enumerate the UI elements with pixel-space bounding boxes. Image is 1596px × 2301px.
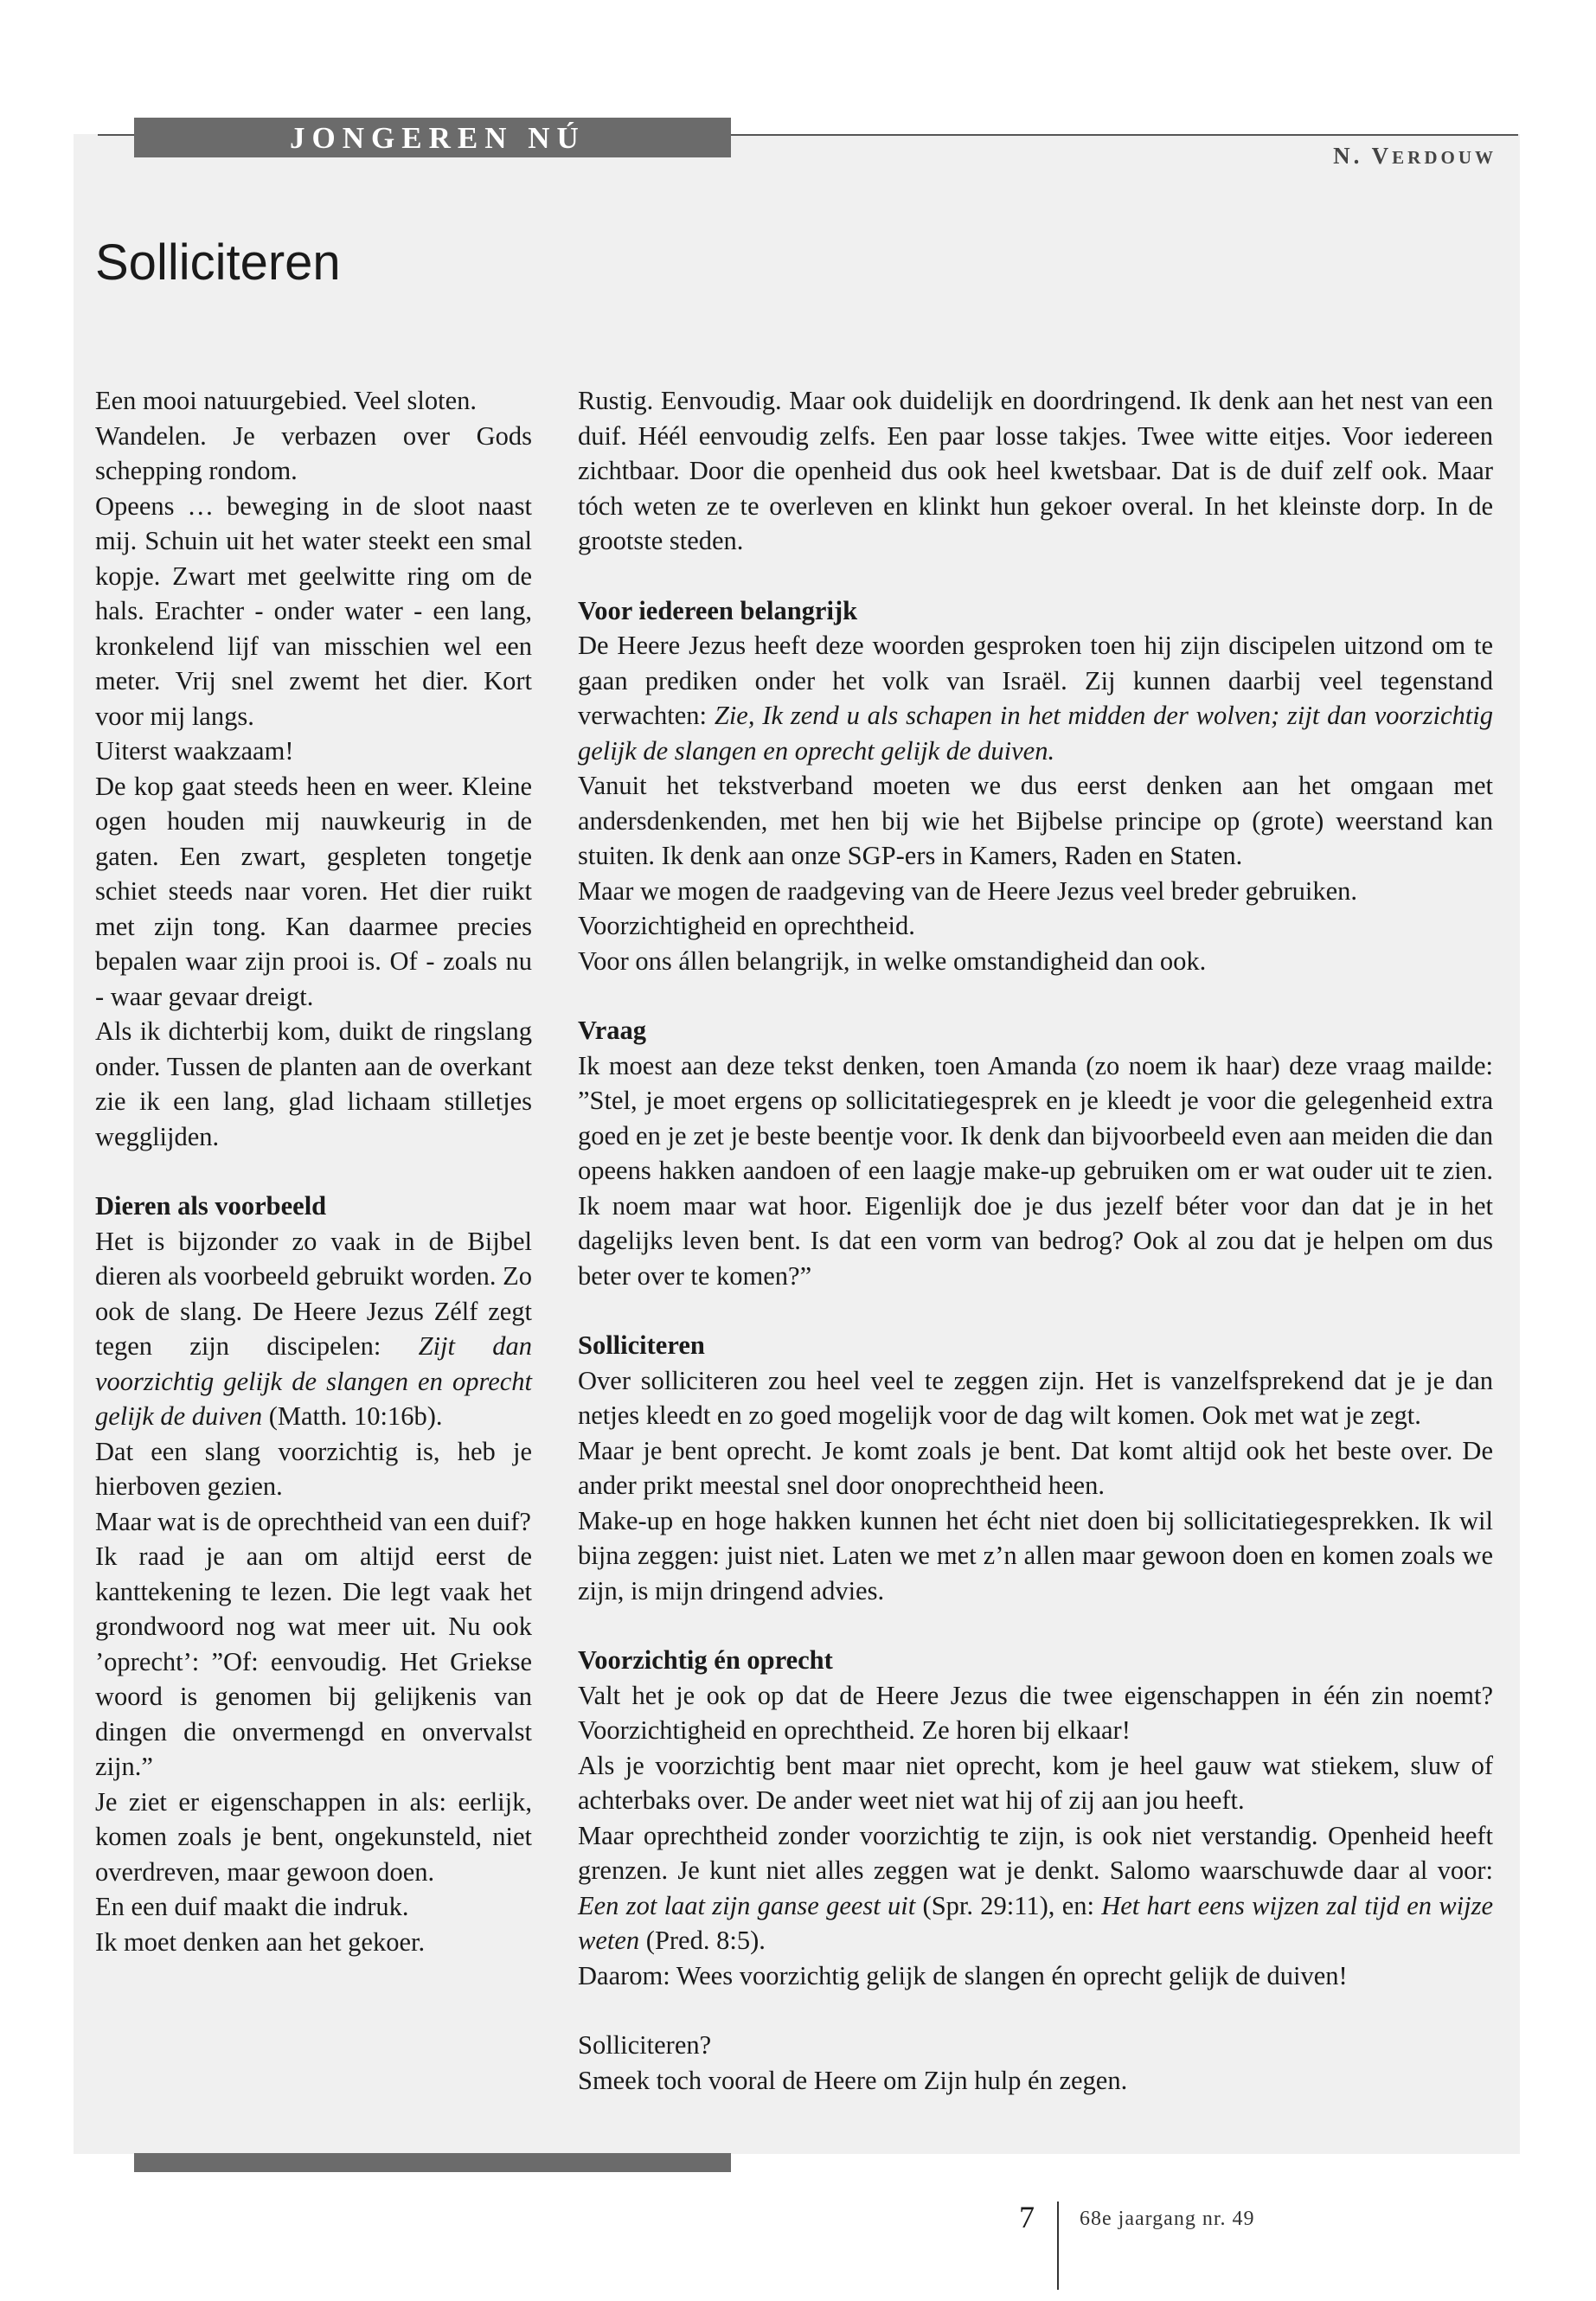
paragraph: Een mooi natuurgebied. Veel sloten. bbox=[95, 386, 478, 415]
quote-italic: Het hart eens wijzen zal tijd en wijze weten bbox=[578, 1890, 1493, 1955]
footer-divider bbox=[1057, 2202, 1059, 2290]
paragraph: Maar je bent oprecht. Je komt zoals je bent. Dat komt altijd ook het beste over. De ander prikt meestal snel door onoprechtheid heen. bbox=[578, 1435, 1493, 1500]
paragraph: Wandelen. Je verbazen over Gods schepping rondom. bbox=[95, 420, 532, 485]
author-surname: ERDOUW bbox=[1392, 147, 1497, 168]
paragraph bbox=[578, 1818, 1493, 1958]
quote-italic: Een zot laat zijn ganse geest uit bbox=[578, 1890, 916, 1920]
paragraph: Maar wat is de oprechtheid van een duif? bbox=[95, 1506, 531, 1536]
paragraph: Daarom: Wees voorzichtig gelijk de slangen én oprecht gelijk de duiven! bbox=[578, 1960, 1348, 1990]
paragraph: En een duif maakt die indruk. bbox=[95, 1892, 409, 1921]
paragraph: Je ziet er eigenschappen in als: eerlijk, komen zoals je bent, ongekunsteld, niet overdreven, maar gewoon doen. bbox=[95, 1786, 532, 1887]
text-run: (Matth. 10:16b). bbox=[262, 1401, 443, 1431]
paragraph bbox=[95, 1224, 532, 1434]
paragraph: Ik moet denken aan het gekoer. bbox=[95, 1926, 426, 1957]
paragraph: Als je voorzichtig bent maar niet oprecht, kom je heel gauw wat stiekem, sluw of achterbaks over. De ander weet niet wat hij of zij aan jou heeft. bbox=[578, 1750, 1493, 1815]
subheading: Voorzichtig én oprecht bbox=[578, 1645, 833, 1675]
article-title: Solliciteren bbox=[95, 234, 341, 291]
author-name bbox=[1333, 143, 1497, 170]
paragraph: Als ik dichterbij kom, duikt de ringslang onder. Tussen de planten aan de overkant zie ik een lang, glad lichaam stilletjes wegglijden. bbox=[95, 1016, 532, 1151]
left-column bbox=[95, 383, 532, 1959]
subheading: Dieren als voorbeeld bbox=[95, 1191, 327, 1221]
paragraph: Over solliciteren zou heel veel te zeggen zijn. Het is vanzelfsprekend dat je je dan netjes kleedt en zo goed mogelijk voor de dag wilt komen. Ook met wat je zegt. bbox=[578, 1365, 1493, 1430]
paragraph: Ik moest aan deze tekst denken, toen Amanda (zo noem ik haar) deze vraag mailde: ”Stel, je moet ergens op sollicitatiegesprek en je kleedt je voor die gelegenheid extra goed en je zet je beste beentje voor. Ik denk dan bijvoorbeeld even aan meiden die dan opeens hakken aandoen of een laagje make-up gebruiken om er wat ouder uit te zien. Ik noem maar wat hoor. Eigenlijk doe je dus jezelf béter voor dan dat je in het dagelijks leven bent. Is dat een vorm van bedrog? Ook al zou dat je helpen om dus beter over te komen?” bbox=[578, 1050, 1493, 1291]
paragraph: Vanuit het tekstverband moeten we dus eerst denken aan het omgaan met andersdenkenden, met hen bij wie het Bijbelse principe op (grote) weerstand kan stuiten. Ik denk aan onze SGP-ers in Kamers, Raden en Staten. bbox=[578, 771, 1493, 870]
paragraph bbox=[578, 628, 1493, 768]
subheading: Vraag bbox=[578, 1016, 647, 1045]
paragraph: Opeens … beweging in de sloot naast mij. Schuin uit het water steekt een smal kopje. Zwart met geelwitte ring om de hals. Erachter - onder water - een lang, kronkelend lijf van misschien wel een meter. Vrij snel zwemt het dier. Kort voor mij langs. bbox=[95, 490, 532, 731]
text-run: Het is bijzonder zo vaak in de Bijbel dieren als voorbeeld gebruikt worden. Zo ook de slang. De Heere Jezus Zélf zegt tegen zijn discipelen: bbox=[95, 1226, 532, 1361]
paragraph: Make-up en hoge hakken kunnen het écht niet doen bij sollicitatiegesprekken. Ik wil bijna zeggen: juist niet. Laten we met z’n allen maar gewoon doen en komen zoals we zijn, is mijn dringend advies. bbox=[578, 1505, 1493, 1606]
issue-info: 68e jaargang nr. 49 bbox=[1080, 2208, 1255, 2230]
paragraph: Dat een slang voorzichtig is, heb je hierboven gezien. bbox=[95, 1436, 532, 1501]
paragraph: Voor ons állen belangrijk, in welke omstandigheid dan ook. bbox=[578, 945, 1207, 976]
subheading: Solliciteren bbox=[578, 1330, 705, 1360]
footer-bar bbox=[134, 2153, 731, 2172]
paragraph: Smeek toch vooral de Heere om Zijn hulp én zegen. bbox=[578, 2065, 1128, 2095]
text-run: Maar oprechtheid zonder voorzichtig te zijn, is ook niet verstandig. Openheid heeft grenzen. Je kunt niet alles zeggen wat je denkt. Salomo waarschuwde daar al voor: bbox=[578, 1820, 1493, 1885]
author-initial: N. V bbox=[1333, 143, 1393, 169]
right-column bbox=[578, 383, 1493, 2098]
paragraph: Ik raad je aan om altijd eerst de kanttekening te lezen. Die legt vaak het grondwoord nog wat meer uit. Nu ook ’oprecht’: ”Of: eenvoudig. Het Griekse woord is genomen bij gelijkenis van dingen die onvermengd en onvervalst zijn.” bbox=[95, 1541, 532, 1781]
text-run: De Heere Jezus heeft deze woorden gesproken toen hij zijn discipelen uitzond om te gaan prediken onder het volk van Israël. Zij kunnen daarbij veel tegenstand verwachten: bbox=[578, 631, 1493, 730]
paragraph: Rustig. Eenvoudig. Maar ook duidelijk en doordringend. Ik denk aan het nest van een duif. Héél eenvoudig zelfs. Een paar losse takjes. Twee witte eitjes. Voor iedereen zichtbaar. Door die openheid dus ook heel kwetsbaar. Dat is de duif zelf ook. Maar tóch weten ze te overleven en klinkt hun gekoer overal. In het kleinste dorp. In de grootste steden. bbox=[578, 386, 1493, 555]
paragraph: Voorzichtigheid en oprechtheid. bbox=[578, 911, 915, 940]
quote-italic: Zijt dan voorzichtig gelijk de slangen en oprecht gelijk de duiven bbox=[95, 1331, 532, 1431]
section-label: JONGEREN NÚ bbox=[290, 121, 586, 155]
paragraph: Uiterst waakzaam! bbox=[95, 736, 294, 766]
paragraph: Solliciteren? bbox=[578, 2030, 712, 2060]
page-number: 7 bbox=[1019, 2200, 1035, 2234]
text-run: (Spr. 29:11), en: bbox=[915, 1890, 1102, 1920]
paragraph: Maar we mogen de raadgeving van de Heere Jezus veel breder gebruiken. bbox=[578, 875, 1358, 906]
paragraph: Valt het je ook op dat de Heere Jezus die twee eigenschappen in één zin noemt? Voorzichtigheid en oprechtheid. Ze horen bij elkaar! bbox=[578, 1680, 1493, 1745]
paragraph: De kop gaat steeds heen en weer. Kleine ogen houden mij nauwkeurig in de gaten. Een zwart, gespleten tongetje schiet steeds naar voren. Het dier ruikt met zijn tong. Kan daarmee precies bepalen waar zijn prooi is. Of - zoals nu - waar gevaar dreigt. bbox=[95, 771, 532, 1011]
subheading: Voor iedereen belangrijk bbox=[578, 595, 858, 625]
text-run: (Pred. 8:5). bbox=[639, 1926, 766, 1955]
quote-italic: Zie, Ik zend u als schapen in het midden der wolven; zijt dan voorzichtig gelijk de slangen en oprecht gelijk de duiven. bbox=[578, 701, 1493, 766]
